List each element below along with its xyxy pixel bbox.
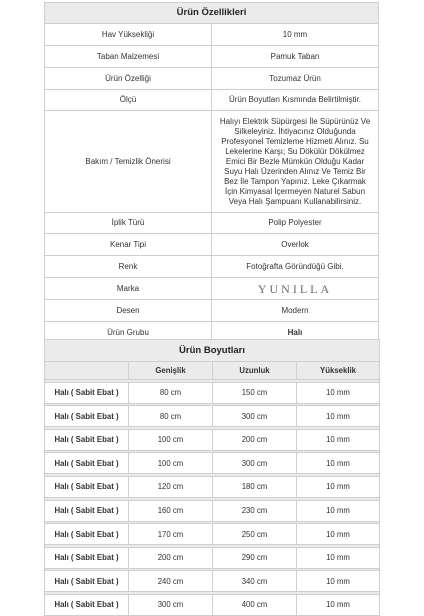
size-length: 300 cm [213, 453, 297, 474]
feature-label: Ölçü [45, 90, 212, 111]
feature-label: Bakım / Temizlik Önerisi [45, 111, 212, 213]
size-name: Halı ( Sabit Ebat ) [45, 476, 129, 497]
sizes-header-row [45, 340, 380, 362]
feature-row [45, 24, 379, 46]
column-header [45, 362, 129, 380]
size-width: 80 cm [129, 406, 213, 427]
feature-row [45, 68, 379, 90]
size-row [45, 547, 380, 568]
column-header-height: Yükseklik [297, 362, 380, 380]
size-length: 290 cm [213, 547, 297, 568]
size-width: 80 cm [129, 382, 213, 403]
size-row [45, 382, 380, 403]
size-length: 400 cm [213, 594, 297, 615]
feature-label: Taban Malzemesi [45, 46, 212, 68]
feature-label: Kenar Tipi [45, 234, 212, 256]
size-row [45, 571, 380, 592]
product-sizes-table [44, 339, 380, 616]
feature-row [45, 213, 379, 234]
feature-value: 10 mm [212, 24, 379, 46]
product-features-table [44, 2, 379, 344]
features-header-row [45, 3, 379, 24]
size-row [45, 406, 380, 427]
size-name: Halı ( Sabit Ebat ) [45, 429, 129, 450]
size-length: 300 cm [213, 406, 297, 427]
size-width: 120 cm [129, 476, 213, 497]
size-name: Halı ( Sabit Ebat ) [45, 406, 129, 427]
size-width: 170 cm [129, 524, 213, 545]
size-width: 160 cm [129, 500, 213, 521]
feature-value: Modern [212, 300, 379, 322]
column-header-width: Genişlik [129, 362, 213, 380]
size-name: Halı ( Sabit Ebat ) [45, 453, 129, 474]
size-row [45, 429, 380, 450]
size-height: 10 mm [297, 500, 380, 521]
features-title: Ürün Özellikleri [45, 3, 379, 24]
size-name: Halı ( Sabit Ebat ) [45, 571, 129, 592]
size-row [45, 500, 380, 521]
feature-label: Ürün Grubu [45, 322, 212, 344]
feature-value: Fotoğrafta Göründüğü Gibi. [212, 256, 379, 278]
sizes-title: Ürün Boyutları [45, 340, 380, 362]
feature-row [45, 234, 379, 256]
feature-label: İplik Türü [45, 213, 212, 234]
size-length: 180 cm [213, 476, 297, 497]
size-height: 10 mm [297, 476, 380, 497]
feature-row [45, 111, 379, 213]
size-name: Halı ( Sabit Ebat ) [45, 382, 129, 403]
size-name: Halı ( Sabit Ebat ) [45, 524, 129, 545]
size-width: 300 cm [129, 594, 213, 615]
size-height: 10 mm [297, 429, 380, 450]
column-header-length: Uzunluk [213, 362, 297, 380]
size-name: Halı ( Sabit Ebat ) [45, 594, 129, 615]
feature-row [45, 300, 379, 322]
size-height: 10 mm [297, 547, 380, 568]
feature-row [45, 256, 379, 278]
feature-row [45, 278, 379, 300]
sizes-body [45, 380, 380, 616]
feature-value: Ürün Boyutları Kısmında Belirtilmiştir. [212, 90, 379, 111]
size-height: 10 mm [297, 406, 380, 427]
feature-value: Tozumaz Ürün [212, 68, 379, 90]
size-height: 10 mm [297, 594, 380, 615]
size-height: 10 mm [297, 453, 380, 474]
size-row [45, 476, 380, 497]
size-row [45, 594, 380, 615]
feature-label: Hav Yüksekliği [45, 24, 212, 46]
size-height: 10 mm [297, 382, 380, 403]
size-length: 340 cm [213, 571, 297, 592]
size-width: 200 cm [129, 547, 213, 568]
size-width: 100 cm [129, 429, 213, 450]
feature-value-care: Halıyı Elektrik Süpürgesi İle Süpürünüz Ve Silkeleyiniz. İhtiyacınız Olduğunda Profesyonel Temizleme Hizmeti Alınız. Su Lekelerine Karşı; Su Dökülür Dökülmez Emici Bir Bezle Mümkün Olduğu Kadar Suyu Halı Üzerinden Alınız Ve Temiz Bir Bez İle Tampon Yapınız. Leke Çıkarmak İçin Kimyasal İçermeyen Naturel Sabun Veya Halı Şampuanı Kullanabilirsiniz. [212, 111, 379, 213]
size-name: Halı ( Sabit Ebat ) [45, 500, 129, 521]
size-row [45, 524, 380, 545]
feature-value: Overlok [212, 234, 379, 256]
size-height: 10 mm [297, 571, 380, 592]
feature-value: Polip Polyester [212, 213, 379, 234]
size-length: 230 cm [213, 500, 297, 521]
feature-label: Desen [45, 300, 212, 322]
size-height: 10 mm [297, 524, 380, 545]
feature-label: Renk [45, 256, 212, 278]
sizes-column-headers [45, 362, 380, 380]
feature-value: Pamuk Taban [212, 46, 379, 68]
size-row [45, 453, 380, 474]
size-length: 250 cm [213, 524, 297, 545]
feature-label: Marka [45, 278, 212, 300]
size-length: 200 cm [213, 429, 297, 450]
size-name: Halı ( Sabit Ebat ) [45, 547, 129, 568]
size-length: 150 cm [213, 382, 297, 403]
feature-row [45, 46, 379, 68]
feature-label: Ürün Özelliği [45, 68, 212, 90]
feature-value: Halı [212, 322, 379, 344]
feature-row [45, 90, 379, 111]
size-width: 100 cm [129, 453, 213, 474]
brand-logo: YUNILLA [212, 278, 379, 300]
size-width: 240 cm [129, 571, 213, 592]
